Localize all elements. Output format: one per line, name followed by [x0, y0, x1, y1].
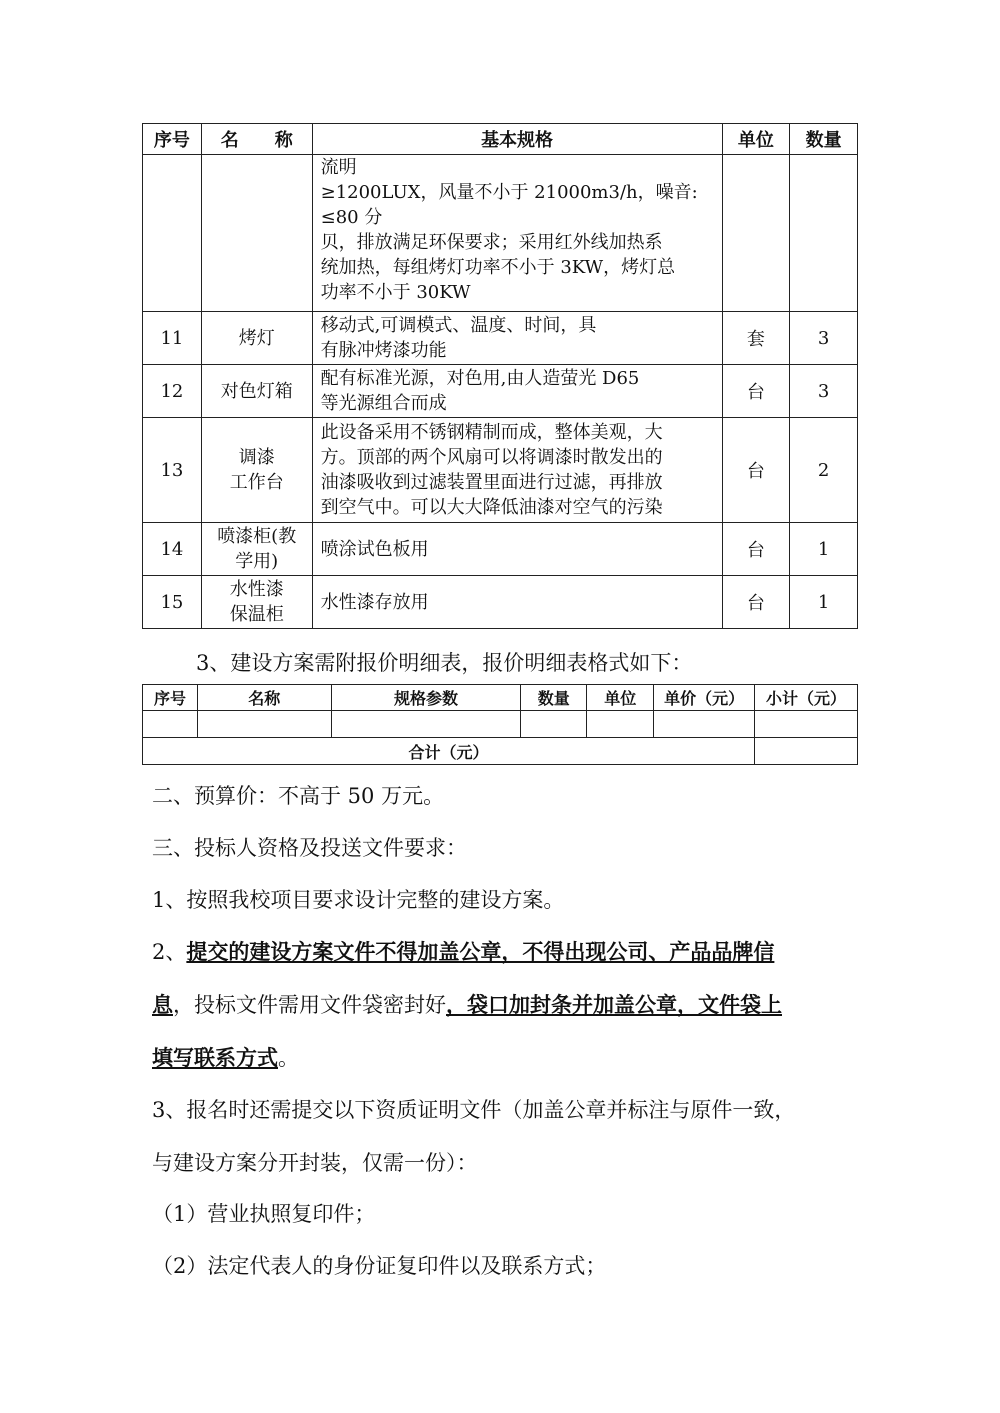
cell-unit — [722, 155, 790, 312]
sub-item-1: （1）营业执照复印件； — [152, 1202, 376, 1226]
quote-cell — [143, 711, 198, 738]
cell-spec — [312, 365, 722, 418]
quote-intro: 3、建设方案需附报价明细表，报价明细表格式如下： — [196, 651, 693, 675]
item-2-line-1 — [152, 936, 774, 966]
quote-header-spec: 规格参数 — [331, 685, 521, 711]
header-name: 名 称 — [201, 124, 312, 155]
spec-line: 流明 — [320, 157, 357, 178]
cell-unit: 台 — [722, 365, 790, 418]
cell-name — [201, 365, 312, 418]
spec-line: 有脉冲烤漆功能 — [320, 340, 447, 361]
cell-unit: 台 — [722, 576, 790, 629]
item-2-line-2 — [152, 989, 782, 1019]
budget-paragraph: 二、预算价：不高于 50 万元。 — [152, 784, 445, 808]
cell-no: 15 — [143, 576, 202, 629]
quote-cell — [587, 711, 654, 738]
spec-line: 等光源组合而成 — [320, 393, 447, 414]
cell-qty: 3 — [790, 365, 858, 418]
cell-name — [201, 155, 312, 312]
section-3-heading: 三、投标人资格及投送文件要求： — [152, 836, 467, 860]
cell-spec — [312, 418, 722, 523]
item-1-paragraph: 1、按照我校项目要求设计完整的建设方案。 — [152, 888, 565, 912]
name-line: 保温柜 — [229, 604, 284, 625]
table-row — [143, 418, 858, 523]
spec-line: 方。顶部的两个风扇可以将调漆时散发出的 — [320, 447, 663, 468]
item-2-plain-text: ，投标文件需用文件袋密封好 — [173, 993, 446, 1017]
header-qty: 数量 — [790, 124, 858, 155]
item-2-underlined-text: 填写联系方式 — [152, 1045, 278, 1070]
quote-cell — [654, 711, 755, 738]
spec-line: 贝，排放满足环保要求；采用红外线加热系 — [320, 232, 663, 253]
name-line: 烤灯 — [238, 327, 275, 349]
cell-qty — [790, 155, 858, 312]
item-2-prefix: 2、 — [152, 940, 187, 964]
header-no: 序号 — [143, 124, 202, 155]
cell-unit: 台 — [722, 523, 790, 576]
item-2-end: 。 — [278, 1046, 299, 1070]
name-line: 工作台 — [229, 472, 284, 493]
quote-total-value — [755, 738, 858, 765]
name-line: 喷漆柜(教 — [217, 526, 297, 547]
table-row — [143, 312, 858, 365]
cell-no: 14 — [143, 523, 202, 576]
item-3-line-2: 与建设方案分开封装，仅需一份）： — [152, 1151, 478, 1175]
quote-header-subtotal: 小计（元） — [755, 685, 858, 711]
cell-qty: 1 — [790, 576, 858, 629]
quote-cell — [331, 711, 521, 738]
cell-unit: 台 — [722, 418, 790, 523]
name-line: 学用) — [235, 551, 279, 572]
quote-total-row — [143, 738, 858, 765]
quote-header-unit: 单位 — [587, 685, 654, 711]
quote-header-no: 序号 — [143, 685, 198, 711]
cell-spec — [312, 523, 722, 576]
quote-empty-row — [143, 711, 858, 738]
table-row — [143, 155, 858, 312]
cell-qty: 1 — [790, 523, 858, 576]
item-3-line-1: 3、报名时还需提交以下资质证明文件（加盖公章并标注与原件一致， — [152, 1098, 796, 1122]
table-row — [143, 523, 858, 576]
cell-name — [201, 576, 312, 629]
spec-line: 功率不小于 30KW — [320, 282, 471, 303]
spec-line: 此设备采用不锈钢精制而成，整体美观，大 — [320, 422, 663, 443]
equipment-table — [142, 123, 858, 629]
quote-header-price: 单价（元） — [654, 685, 755, 711]
table-row — [143, 365, 858, 418]
cell-spec — [312, 155, 722, 312]
quote-cell — [521, 711, 587, 738]
spec-line: 移动式,可调模式、温度、时间，具 — [320, 315, 597, 336]
item-2-underlined-text: 息 — [152, 992, 173, 1017]
cell-name — [201, 418, 312, 523]
quote-table — [142, 684, 858, 765]
cell-no — [143, 155, 202, 312]
name-line: 水性漆 — [229, 579, 284, 600]
cell-no: 13 — [143, 418, 202, 523]
cell-spec — [312, 576, 722, 629]
spec-line: ≥1200LUX，风量不小于 21000m3/h，噪音: — [320, 182, 698, 203]
equipment-header-row — [143, 124, 858, 155]
item-2-underlined-text: 提交的建设方案文件不得加盖公章，不得出现公司、产品品牌信 — [186, 939, 775, 964]
cell-unit: 套 — [722, 312, 790, 365]
quote-header-qty: 数量 — [521, 685, 587, 711]
name-line: 对色灯箱 — [220, 380, 293, 402]
cell-name — [201, 312, 312, 365]
cell-no: 12 — [143, 365, 202, 418]
item-2-line-3 — [152, 1042, 299, 1072]
cell-spec — [312, 312, 722, 365]
spec-line: 配有标准光源，对色用,由人造萤光 D65 — [320, 368, 640, 389]
table-row — [143, 576, 858, 629]
header-unit: 单位 — [722, 124, 790, 155]
spec-line: ≤80 分 — [320, 207, 383, 228]
spec-line: 到空气中。可以大大降低油漆对空气的污染 — [320, 497, 663, 518]
header-spec: 基本规格 — [312, 124, 722, 155]
quote-header-name: 名称 — [197, 685, 331, 711]
quote-cell — [197, 711, 331, 738]
spec-line: 统加热，每组烤灯功率不小于 3KW，烤灯总 — [320, 257, 676, 278]
cell-no: 11 — [143, 312, 202, 365]
item-2-underlined-text: ，袋口加封条并加盖公章，文件袋上 — [446, 992, 782, 1017]
spec-line: 油漆吸收到过滤装置里面进行过滤，再排放 — [320, 472, 663, 493]
quote-header-row — [143, 685, 858, 711]
cell-qty: 2 — [790, 418, 858, 523]
cell-name — [201, 523, 312, 576]
quote-cell — [755, 711, 858, 738]
cell-qty: 3 — [790, 312, 858, 365]
spec-line: 水性漆存放用 — [320, 591, 429, 613]
quote-total-label: 合计（元） — [143, 738, 755, 765]
sub-item-2: （2）法定代表人的身份证复印件以及联系方式； — [152, 1254, 607, 1278]
spec-line: 喷涂试色板用 — [320, 538, 429, 560]
name-line: 调漆 — [238, 447, 275, 468]
